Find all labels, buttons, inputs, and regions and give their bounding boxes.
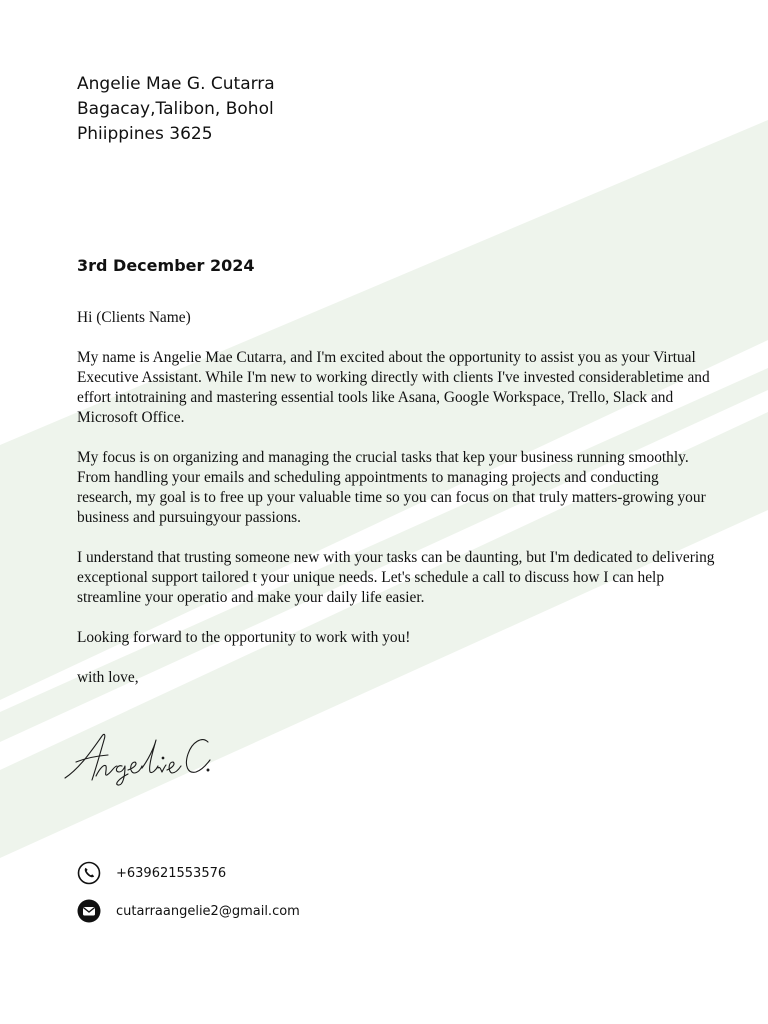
letter-body [77, 308, 717, 688]
sender-address-line1: Bagacay,Talibon, Bohol [77, 99, 274, 119]
sender-name: Angelie Mae G. Cutarra [77, 74, 275, 94]
contact-phone-row [77, 861, 226, 885]
greeting: Hi (Clients Name) [77, 309, 191, 326]
contact-email-row [77, 899, 300, 923]
sender-address-line2: Phiippines 3625 [77, 124, 213, 144]
letter-date: 3rd December 2024 [77, 256, 255, 275]
handwritten-signature [62, 728, 232, 788]
paragraph-closing-line: Looking forward to the opportunity to work with you! [77, 629, 411, 646]
paragraph-focus: My focus is on organizing and managing the crucial tasks that kep your business running smoothly. From handling your emails and scheduling appointments to managing projects and conducting research, my goal is to free up your valuable time so you can focus on that truly matters-growing your business and pursuingyour passions. [77, 449, 706, 526]
email-address: cutarraangelie2@gmail.com [116, 903, 300, 919]
closing: with love, [77, 669, 139, 686]
paragraph-commitment: I understand that trusting someone new with your tasks can be daunting, but I'm dedicated to delivering exceptional support tailored t your unique needs. Let's schedule a call to discuss how I can help streamline your operatio and make your daily life easier. [77, 549, 715, 606]
sender-block [77, 72, 275, 147]
phone-icon [77, 861, 101, 885]
paragraph-intro: My name is Angelie Mae Cutarra, and I'm excited about the opportunity to assist you as your Virtual Executive Assistant. While I'm new to working directly with clients I've invested considerabletime and effort intotraining and mastering essential tools like Asana, Google Workspace, Trello, Slack and Microsoft Office. [77, 349, 710, 426]
envelope-icon [77, 899, 101, 923]
phone-number: +639621553576 [116, 865, 227, 881]
